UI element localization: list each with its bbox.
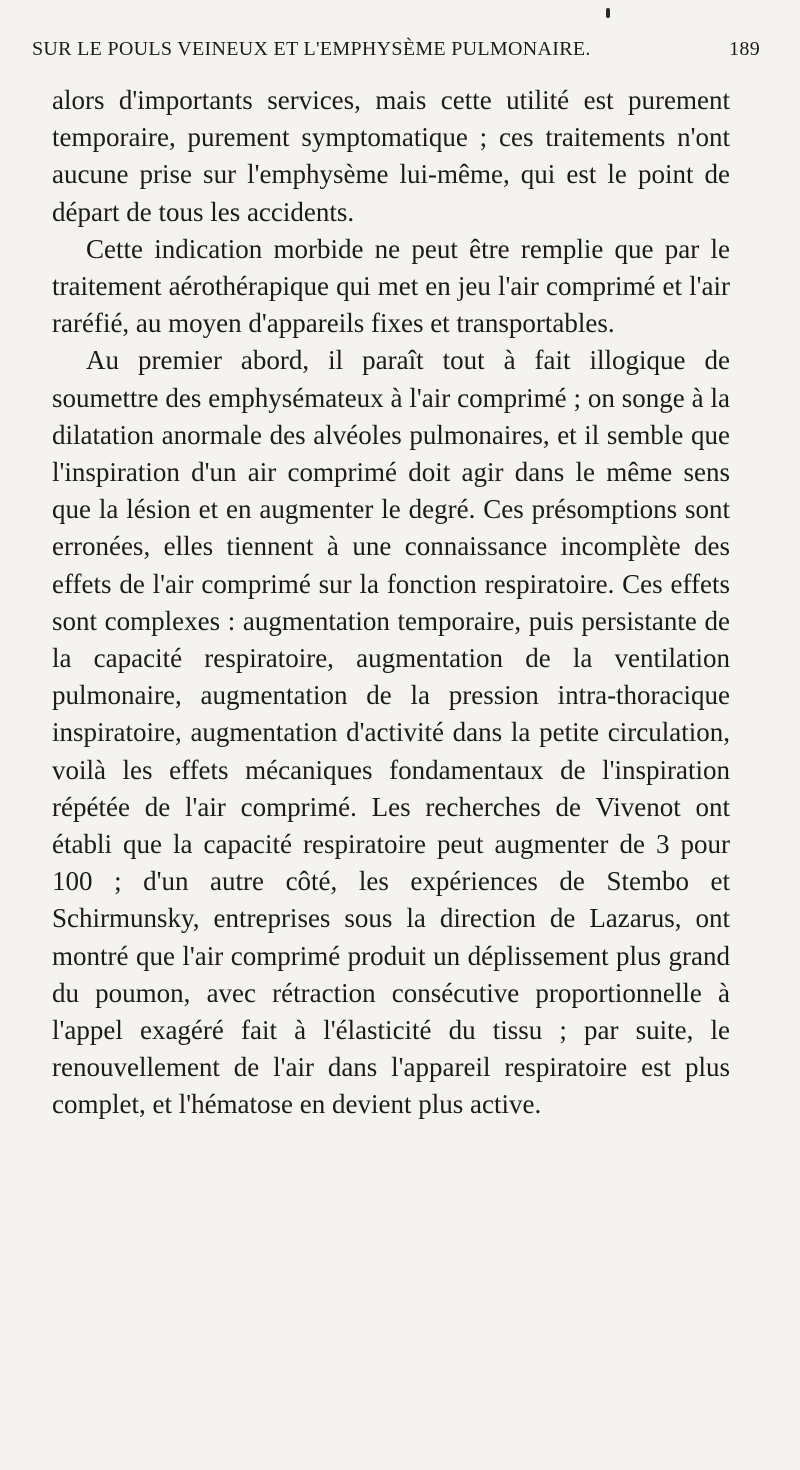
running-header xyxy=(32,38,760,68)
paragraph-3: Au premier abord, il paraît tout à fait illogique de soumettre des emphysémateux à l'air comprimé ; on songe à la dilatation anormale des alvéoles pulmonaires, et il semble que l'inspiration d'un air comprimé doit agir dans le même sens que la lésion et en augmenter le degré. Ces présomptions sont erronées, elles tiennent à une connaissance incomplète des effets de l'air comprimé sur la fonction respiratoire. Ces effets sont complexes : augmentation temporaire, puis persistante de la capacité respiratoire, augmentation de la ventilation pulmonaire, augmentation de la pression intra-thoracique inspiratoire, augmentation d'activité dans la petite circulation, voilà les effets mécaniques fondamentaux de l'inspiration répétée de l'air comprimé. Les recherches de Vivenot ont établi que la capacité respiratoire peut augmenter de 3 pour 100 ; d'un autre côté, les expériences de Stembo et Schirmunsky, entreprises sous la direction de Lazarus, ont montré que l'air comprimé produit un déplissement plus grand du poumon, avec rétraction consécutive proportionnelle à l'appel exagéré fait à l'élasticité du tissu ; par suite, le renouvellement de l'air dans l'appareil respiratoire est plus complet, et l'hématose en devient plus active. xyxy=(52,345,730,1120)
running-title: SUR LE POULS VEINEUX ET L'EMPHYSÈME PULMONAIRE. xyxy=(32,38,591,60)
paragraph-2: Cette indication morbide ne peut être remplie que par le traitement aérothérapique qui met en jeu l'air comprimé et l'air raréfié, au moyen d'appareils fixes et transportables. xyxy=(52,233,730,339)
page-number: 189 xyxy=(729,38,760,60)
ink-speck xyxy=(606,8,610,18)
body-text xyxy=(52,82,730,1124)
paragraph-1: alors d'importants services, mais cette utilité est purement temporaire, purement symptomatique ; ces traitements n'ont aucune prise sur l'emphysème lui-même, qui est le point de départ de tous les accidents. xyxy=(52,85,730,227)
